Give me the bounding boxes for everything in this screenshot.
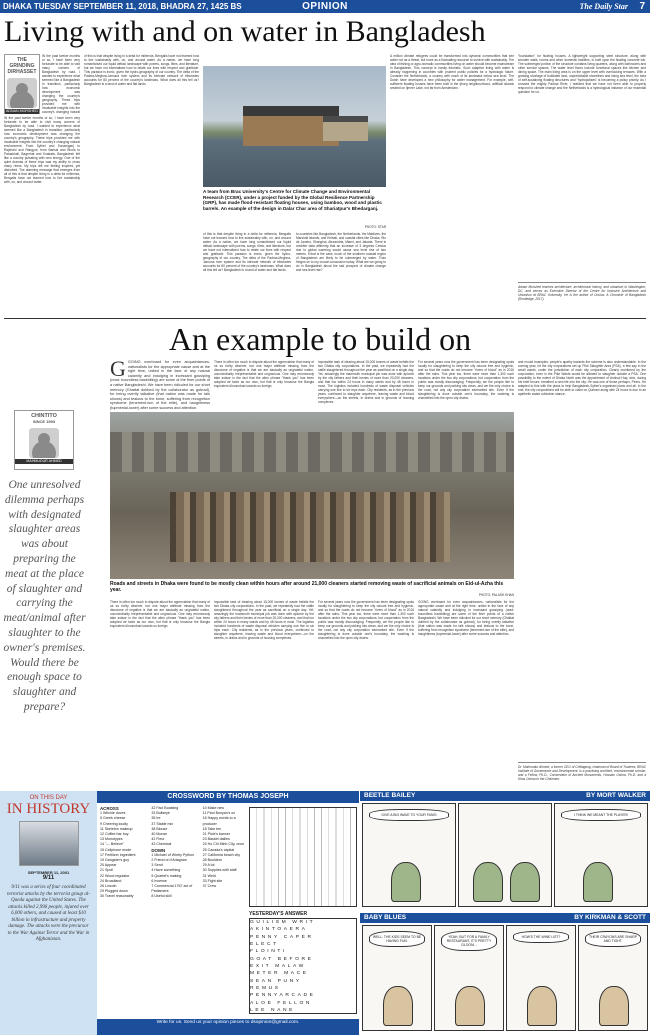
down-clue: 3 Send: [151, 863, 163, 868]
down-clue: 27 California beach city: [202, 852, 241, 857]
author-photo: [29, 428, 59, 458]
down-clue: 7 Commercial 1767 act of Parliament: [151, 884, 193, 894]
answer-row: LEE NANE: [250, 1008, 295, 1014]
article1-col3: to countries like Bangladesh, the Netherlands, the Maldives, the Marshall Islands, and Kiribati, and coastal cities like Dhaka, Rio de Janeiro, Shanghai, Alexandria, Miami, and Jakarta. There is credible data affirming that an increase of 3 degrees Celsius due to global warming would cause sea level rise of two metres. If that is the case, much of the southern coastal region of Bangladesh are likely to be submerged by water. Than fringes on to my crucial concussion today. What are we going to do in Bangladesh about the sad prospect of climate change and sea level rise?: [296, 232, 386, 272]
across-clue: 29 Plugged down: [100, 889, 128, 894]
article1-photo-caption: A team from Brac University's Centre for Climate Change and Environmental Research (CCER), under a project funded by the Global Resilience Partnership (GRP), has made flood-resistant floating houses, using bamboo, wood and plastic barrels. An example of the design in Dalar Char area of Shariatpur's Bhedarganj.: [203, 189, 382, 211]
across-label: ACROSS: [100, 806, 119, 811]
across-clue: 21 Spoil: [100, 868, 113, 873]
answer-row: PENNY CAPER: [250, 934, 314, 940]
crossword-section: [97, 791, 359, 1035]
history-text: 9/11 was a series of four coordinated terrorist attacks by the terrorist group al-Qaeda against the United States. The attacks killed 2,996 people, injured over 6,000 others, and caused at least $10 billion in infrastructure and property damage. The attacks were the precursor to the War Against Terror and the War in Afghanistan.: [7, 885, 90, 942]
section-title: OPINION: [302, 1, 348, 12]
crossword-title: CROSSWORD BY THOMAS JOSEPH: [97, 791, 359, 803]
article2-column-badge: [14, 410, 74, 470]
article1-col1: IN the past twelve months or so, I have been very fortunate to be able to visit many corners of Bangladesh by road. I wanted to experience what seemed like a Bangladesh in transition, particularly how economic development was changing the country's geography. These trips provided me with invaluable insights into the country's changing natural environment. From Sylhet and Sunamganj to Rajshahi and Rangpur, from Barisal and Bhola to Patuakhali, Bagerhat and Kuakata, Bangladesh felt like a country pulsating with new energy. One of the quiet dramas of these trips was my ability to cross many rivers. My trips left me feeling inspired, yet disturbed. The alarming message that emerges from all of this is that despite living in a delta for millennia, Bengalis have not learned how to live sustainably with, on, and around water.: [4, 116, 80, 184]
baby-blues-panels: [360, 923, 650, 1033]
down-clue: 5 Quartet's making: [151, 873, 182, 878]
clean-street-photo: [110, 412, 514, 579]
floating-house-small: [323, 116, 368, 141]
across-clue: 19 Gangster's guy: [100, 858, 130, 863]
across-clue: 42 Fleur: [151, 837, 165, 842]
across-clue: 33 Bullseye: [151, 811, 170, 816]
answer-row: METER MACE: [250, 971, 309, 977]
answers-grid: [249, 918, 357, 1014]
article2-col4b: GOING overboard for even acquaintances, nationalists for the appropriate cause and at the right time, united in the face of any natural calamity and indulging in incessant gossiping (read: boundless backbiting) are some of the finer points of a native Bangladeshi. We have been ridiculed for our short memory (Ghattat dubbed by the collaborator as gobrad), for being overtly talkative (that nation was made for talk shows) and tealous to the bone, suffering from recognition syndrome (tenement-ism of the elite), and haughtiness (tupmenial-lower) after some success and attention.: [418, 600, 514, 636]
baby-blues-header: [360, 913, 650, 923]
down-clue: 6 Incense: [151, 878, 167, 883]
article2-intro: [110, 360, 210, 410]
across-clue: 17 Fertilizer ingredient: [100, 852, 136, 857]
author-photo: [7, 78, 37, 108]
baby-blues-title: BABY BLUES: [364, 914, 407, 921]
speech-bubble: YEAH, BUT FOR A FAMILY RESTAURANT, IT'S PRETTY GLOOM...: [441, 931, 497, 951]
article1-column-badge: [4, 54, 40, 114]
baby-blues-author: BY KIRKMAN & SCOTT: [574, 914, 646, 921]
across-clue: 20 Appear: [100, 863, 117, 868]
across-clue: 14 "— Believe": [100, 842, 124, 847]
article2-bio: Dr. Mahmudur Ahmed, a former CEO of Chittagong, chairman of Board of Trustees, BRAC Institute of Governance and Development, is a practising architect, environmental scholar, and a Fellow, Ph.D., Conservator of Ancient Monuments, Hossain Oshna, Ph.D. and a Khas Oshna to the Chairmen.: [518, 762, 646, 788]
across-clue: 24 Broadland: [100, 878, 122, 883]
down-clue: 37 Crew: [202, 884, 217, 889]
article1-bio: Adnan Morshed teaches architecture, architectural history, and urbanism in Washington, DC, and serves as Executive Director of the Centre for Inclusive Architecture and Urbanism at BRAC University. He is the author of Oculus: A Chronicle of Bangladesh (Routledge, 2017).: [518, 282, 646, 314]
write-for-us: Write for us. Send us your opinion pieces to dsopinion@gmail.com.: [97, 1019, 359, 1035]
character-figure: [527, 986, 557, 1026]
down-label: DOWN: [151, 847, 166, 853]
author-name: ADNAN MORSHED: [6, 109, 38, 113]
across-clue: 35 Ire: [151, 816, 161, 821]
across-clue: 15 Cellphone mode: [100, 847, 132, 852]
masthead-bar: [0, 0, 650, 13]
character-figure: [383, 986, 413, 1026]
comic-panel: [434, 925, 504, 1031]
down-clue: 23 Basket dallies: [202, 837, 230, 842]
character-figure: [583, 862, 613, 902]
article2-col3: impossible task of clearing about 15,000 tonnes of waste befalls the two Dhaka city corporations. In the past, we repeatedly had the cattle slaughtered throughout the year as sacrificial on a single day. Yet, amazingly the mammoth municipal job was done with aplomb by the city fathers and their bevies of more than 20,000 cleaners, and that too within 24 hours in many wards and by 48 hours in most. The logistics included hundreds of waste disposal vehicles carrying one five to six trips each. City residents, as in the previous years, continued to slaughter anywhere, leaving waste and blood everywhere—on the streets, in drains and in grounds of housing complexes.: [214, 600, 314, 640]
article2-photo-caption: Roads and streets in Dhaka were found to be mostly clean within hours after around 21,000 cleaners started removing waste of sacrificial animals on Eid-ul-Azha this year.: [110, 581, 504, 593]
page-number: 7: [639, 1, 645, 12]
article2-col2c: For several years now the government has been designating spots locally for slaughtering to keep the city odours free and hygienic, and so that the roads do not become "rivers of blood" as in 2016 after the rains. This year too, there were more than 1,300 such locations under the two city corporations, but cooperation from the public was mostly discouraging. Frequently, we the people like to keep our grounds and parking lots clean, and we the only choice is the road, not any city corporation earmarked site. Even if the slaughtering is done outside one's boundary, the washing is channelled into the open city drains.: [418, 360, 514, 400]
article2-col2b: impossible task of clearing about 15,000 tonnes of waste befalls the two Dhaka city corporations. In the past, we repeatedly had the cattle slaughtered throughout the year as sacrificial on a single day. Yet, amazingly the mammoth municipal job was done with aplomb by the city fathers and their bevies of more than 20,000 cleaners, and that too within 24 hours in many wards and by 48 hours in most. The logistics included hundreds of waste disposal vehicles carrying one five to six trips each. City residents, as in the previous years, continued to slaughter anywhere, leaving waste and blood everywhere—on the streets, in drains and in grounds of housing complexes.: [318, 360, 414, 404]
beetle-bailey-header: [360, 791, 650, 801]
article1-col5: "foundation" for floating houses. A lightweight supporting steel structure, along with wooden walls, rooms and other domestic facilities, is built upon the floating concrete tub. The submerged portion of the structure contains living quarters, along with bathrooms and other service spaces. The water level floors include functional spaces like kitchen and dining space. The main living area is on the upper level with overlooking terraces. With a growing shortage of buildable land, unpredictable shorelines and rising sea level, the idea of self-sustaining floating structures and "hydropolises" is becoming a policy priority. As I crossed the mighty Padma River, I realised that we have not been able to properly respond to climate change and the Netherlands is a hydrological instance of our essential question for us.: [518, 54, 646, 94]
down-clue: 29 A lot: [202, 863, 215, 868]
baby-blues-strip: [360, 913, 650, 1035]
answer-row: ELECT: [250, 942, 279, 948]
answer-row: GOAT BEFORE: [250, 956, 314, 962]
crossword-grid[interactable]: [249, 807, 357, 907]
article1-col2: of this is that despite living in a delta for millennia, Bengalis have not learned how to live sustainably with, on, and around water. As a nation, we have long romanticised our liquid deltaic landscape with poems, songs, films, and literature, but we have not internalised how to relate our lives with respect and gratitude. This paradox is ironic, given the hydro-geography of our country. The delta of the Padma-Meghna-Jamuna river system and its intricate network of tributaries accounts for 80 percent of the country's landmass. What does all this tell us? Bangladesh is a land of water and flat lands.: [84, 54, 199, 86]
on-this-day-label: ON THIS DAY: [29, 795, 68, 801]
character-figure: [455, 986, 485, 1026]
across-clue: 5 Greek cheese: [100, 816, 126, 821]
article1-photo-credit: PHOTO: STAR: [364, 225, 386, 229]
answer-row: ALOE FELLON: [250, 1000, 313, 1006]
answer-row: PENNYARCADE: [250, 993, 316, 999]
speech-bubble: I THINK WE MEANT THE PLAYER!: [561, 809, 641, 821]
down-clue: 21 Pixie's banner: [202, 832, 231, 837]
author-name: MAHMUDUR AHMED: [15, 459, 73, 464]
across-clue: 32 Fact Boasting: [151, 806, 179, 810]
column-since: SINCE 1993: [32, 419, 56, 424]
article1-col3a: of this is that despite living in a delta for millennia, Bengalis have not learned how to live sustainably with, on, and around water. As a nation, we have long romanticised our liquid deltaic landscape with poems, songs, films, and literature, but we have not internalised how to relate our lives with respect and gratitude. This paradox is ironic, given the hydro-geography of our country. The delta of the Padma-Meghna-Jamuna river system and its intricate network of tributaries accounts for 80 percent of the country's landmass. What does all this tell us? Bangladesh is a land of water and flat lands.: [203, 232, 291, 272]
column-name: THE GRINDING DIRHASSET: [7, 57, 37, 75]
down-clue: 10 Make new: [202, 806, 225, 810]
crossword-clues: [100, 806, 250, 1024]
article2-photo-credit: PHOTO: PALASH KHAN: [478, 593, 514, 597]
comic-panel: [554, 803, 648, 907]
across-clue: 38 Blouse: [151, 826, 168, 831]
article2-col5: and mould examples; people's apathy towards the scheme is also understandable. In the coming year, let the city corporations set up Pilot Slaughter Area (PSA), a few say in the small wards, under the jurisdiction of each city corporation. Clearly monitored by the corporation, even in the Pilot Wards would be allowed to slaughter outside a PSA. One possibility to the extent of Dhaka North was the appointment of Annisul Huq, who, during his brief tenure, breathed a new life into the city. He was one of those perhaps, Peers. He adapted to this with the plans to help Bangladesh-Sylhet's organised plans and all. In the end, the city corporations will be able to claim on Qurbani along with 24 hours is due to an apathetic waste collection stance.: [518, 360, 646, 396]
floating-house-photo: [203, 66, 386, 187]
across-clue: 43 Chemical: [151, 842, 172, 847]
down-clue: 30 Supplies with staff: [202, 868, 237, 873]
speech-bubble: GIVE A BIG WAVE TO YOUR FANS!: [369, 809, 449, 821]
answers-title: YESTERDAY'S ANSWER: [249, 911, 308, 917]
speech-bubble: WELL, THE KIDS SEEM TO BE HAVING FUN.: [369, 931, 425, 947]
beetle-bailey-author: BY MORT WALKER: [586, 792, 646, 799]
history-date: SEPTEMBER 11, 2001: [27, 870, 70, 875]
on-this-day-box: [0, 791, 97, 1035]
answer-row: EXIT MALAW: [250, 964, 306, 970]
article2-col2a: There is often too much to dispute about the appreciation that many of us so richly deserve, but one major attribute missing from the discourse of negative is that we are basically an ungrateful nation, uncontrollably irrepresentable and ungracious. One may erroneously take solace in the fact that the alien phrase "thank you" has been adopted de facto as our own, but that is only because the Bangla equivalent dhonnobad sounds so foreign.: [214, 360, 314, 388]
history-photo: [19, 821, 79, 866]
across-clue: 30 Travel reasonably: [100, 894, 134, 899]
across-clue: 12 Coffee bar buy: [100, 832, 129, 837]
answer-row: AKINTOAERA: [250, 927, 308, 933]
in-history-title: IN HISTORY: [6, 801, 91, 817]
character-figure: [391, 862, 421, 902]
answer-row: SEAN PUNY: [250, 978, 302, 984]
speech-bubble: HOW'S THE WINE LIST?: [513, 931, 569, 943]
down-clue: 2 Friend of d'Artagnan: [151, 858, 187, 863]
across-clue: 11 Skeleton makeup: [100, 826, 133, 831]
across-clue: 1 Witchie doves: [100, 811, 126, 816]
answer-row: REMUS: [250, 986, 281, 992]
down-clue: 31 Weld: [202, 873, 216, 878]
across-clue: 37 Stable mix: [151, 821, 174, 826]
article2-col4: For several years now the government has been designating spots locally for slaughtering to keep the city odours free and hygienic, and so that the roads do not become "rivers of blood" as in 2016 after the rains. This year too, there were more than 1,300 such locations under the two city corporations, but cooperation from the public was mostly discouraging. Frequently, we the people like to keep our grounds and parking lots clean, and we the only choice is the road, not any city corporation earmarked site. Even if the slaughtering is done outside one's boundary, the washing is channelled into the open city drains.: [318, 600, 414, 640]
across-clue: 22 Wood regulator: [100, 873, 130, 878]
across-clue: 9 Cheering loudly: [100, 821, 128, 826]
down-clue: 1 Michael of Wintry Python: [151, 852, 195, 857]
down-clue: 11 Paul Bunyan's ox: [202, 811, 236, 816]
down-clue: 24 Ho Chi Minh City, once: [202, 842, 245, 847]
speech-bubble: THEIR CRAYONS ARE SHARP AND TIGHT.: [585, 931, 641, 947]
comic-panel: [362, 925, 432, 1031]
article2-headline: An example to build on: [168, 321, 472, 357]
comic-panel: [362, 803, 456, 907]
down-clue: 25 Canada's capital: [202, 847, 235, 852]
answer-row: FLOINTI: [250, 949, 287, 955]
down-clue: 8 Useful skill: [151, 894, 172, 899]
across-clue: 40 Mouse: [151, 832, 168, 837]
across-clue: 13 Monotypes: [100, 837, 123, 842]
beetle-bailey-title: BEETLE BAILEY: [364, 792, 416, 799]
pull-quote: One unresolved dilemma perhaps with designated slaughter areas was about preparing the meat at the place of slaughter and carrying the meat/animal after slaughter to the owner's premises. Would there be enough space to slaughter and prepare?: [3, 479, 86, 713]
article1-intro: IN the past twelve months or so, I have been very fortunate to be able to visit many corners of Bangladesh by road. I wanted to experience what seemed like a Bangladesh in transition, particularly how economic development was changing the country's geography. These trips provided me with invaluable insights into the country's changing natural: [42, 54, 80, 114]
article1-headline: Living with and on water in Bangladesh: [4, 15, 486, 48]
character-figure: [510, 862, 540, 902]
paper-name: The Daily Star: [579, 2, 628, 11]
down-clue: 18 Take ten: [202, 826, 222, 831]
beetle-bailey-strip: [360, 791, 650, 911]
issue-date: DHAKA TUESDAY SEPTEMBER 11, 2018, BHADRA 27, 1425 BS: [3, 2, 242, 11]
down-clue: 33 Fight site: [202, 878, 223, 883]
column-name: CHINTITO: [31, 413, 57, 419]
down-clue: 4 Have something: [151, 868, 181, 873]
character-figure: [473, 862, 503, 902]
article2-col1: There is often too much to dispute about the appreciation that many of us so richly deserve, but one major attribute missing from the discourse of negative is that we are basically an ungrateful nation, uncontrollably irrepresentable and ungracious. One may erroneously take solace in the fact that the alien phrase "thank you" has been adopted de facto as our own, but that is only because the Bangla equivalent dhonnobad sounds so foreign.: [110, 600, 210, 628]
across-clue: 26 Lincoln: [100, 884, 117, 889]
section-divider: [4, 318, 646, 319]
character-figure: [599, 986, 629, 1026]
down-clue: 16 Happy words to a producer: [202, 816, 236, 826]
drop-cap: G: [110, 360, 126, 381]
article1-col4: A million climate refugees could be transformed into dynamic communities that see water not as a threat, but more as a fluctuating resource to survive with sustainably. The idea of fishing or agro-nomadic communities living on water should become mainstream in Bangladesh. This concept is hardly futuristic. Such adaptive living with water is already happening in countries with prudent public policies for a hydrologic future. Consider the Netherlands, a country with much of its landmass below sea level. The Dutch have developed a new philosophy for water management. For example, self-sufficient floating houses have been built in the Ijburg neighbourhood, artificial islands created on Ijmeer Lake, not far from Amsterdam.: [390, 54, 514, 90]
comic-panel: [506, 925, 576, 1031]
article2-intro-text: GOING overboard for even acquaintances, nationalists for the appropriate cause and at the right time, united in the face of any natural calamity and indulging in incessant gossiping (read: boundless backbiting) are some of the finer points of a native Bangladeshi. We have been ridiculed for our short memory (Ghattat dubbed by the collaborator as gobrad), for being overtly talkative (that nation was made for talk shows) and tealous to the bone, suffering from recognition syndrome (tenement-ism of the elite), and haughtiness (tupmenial-lower) after some success and attention.: [110, 360, 210, 410]
history-event: 9/11: [42, 875, 55, 881]
answer-row: GUILISM WRIT: [250, 920, 316, 925]
down-clue: 28 Bouldern: [202, 858, 223, 863]
beetle-bailey-panels: [360, 801, 650, 909]
comic-panel: [458, 803, 552, 907]
comic-panel: [578, 925, 648, 1031]
